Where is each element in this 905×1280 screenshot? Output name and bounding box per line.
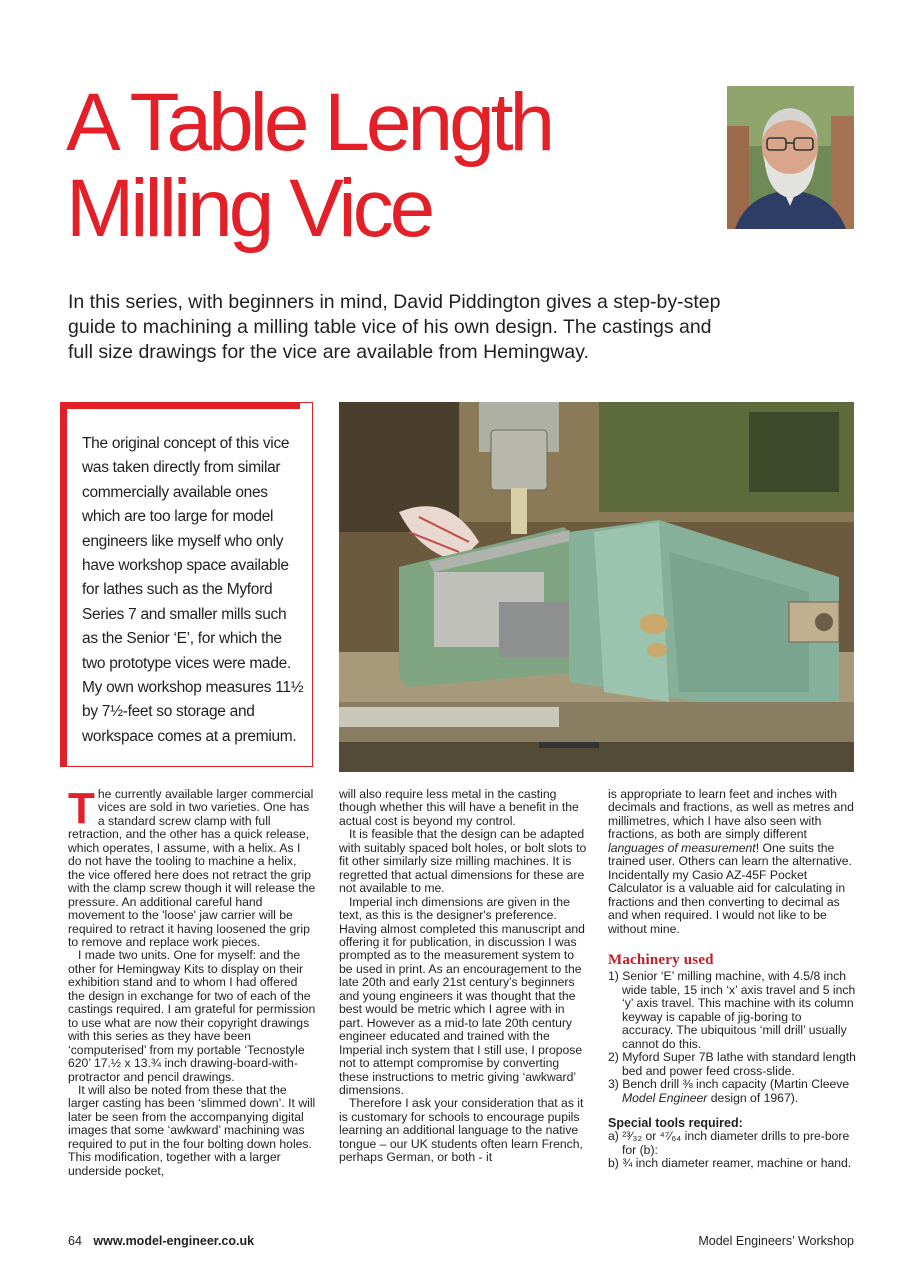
italic-phrase: Model Engineer xyxy=(622,1090,708,1105)
paragraph: Imperial inch dimensions are given in the text, as this is the designer's preference. Having almost completed this manuscript and offering it for publication, in discussion I was prompted as to the measurement system to be used in print. As an encouragement to the late 20th and early 21st century’s beginners and young engineers it was thought that the best would be metric which I agree with in part. However as a mid-to late 20th century engineer educated and trained with the Imperial inch system that I still use, I propose not to attempt compromise by converting these instructions to metric giving ‘awkward’ dimensions. xyxy=(339,894,585,1097)
paragraph-text: is appropriate to learn feet and inches with decimals and fractions, as well as metres and millimetres, which I have also seen with fractions, as both are simply different xyxy=(608,787,854,842)
paragraph: I made two units. One for myself: and the other for Hemingway Kits to display on their exhibition stand and to whom I had offered the design in exchange for two of each of the castings required. I am grateful for permission to use what are now their copyright drawings with this series as they have been ‘computerised’ from my portable ‘Tecnostyle 620’ 17.½ x 13.¾ inch drawing-board-with-protractor and pencil drawings. xyxy=(68,948,316,1084)
body-column-3 xyxy=(608,788,856,1171)
sidebar-accent-left xyxy=(60,402,67,767)
body-column-1 xyxy=(68,784,316,1178)
milling-vice-photo xyxy=(339,402,854,772)
paragraph-text: he currently available larger commercial vices are sold in two varieties. One has a standard screw clamp with full retraction, and the other has a quick release, which operates, I assume, with a helix. As I do not have the tooling to machine a helix, the vice offered here does not retract the grip with the clamp screw though it will release the pressure. An additional careful hand movement to the 'loose' jaw carrier will be required to retract it having loosened the grip to remove and replace work pieces. xyxy=(68,787,316,949)
article-title xyxy=(66,77,706,254)
list-item: 1) Senior ‘E’ milling machine, with 4.5/8 inch wide table, 15 inch ‘x’ axis travel and 5 inch ‘y’ axis travel. This machine with its column keyway is capable of jig-boring to accuracy. The ubiquitous ‘mill drill’ usually cannot do this. xyxy=(608,969,856,1051)
list-item-text: 3) Bench drill ⅜ inch capacity (Martin Cleeve xyxy=(608,1077,850,1092)
sidebar-accent-top xyxy=(60,402,300,409)
body-column-2 xyxy=(339,788,587,1165)
paragraph: It will also be noted from these that the larger casting has been ‘slimmed down’. It will later be seen from the accompanying digital images that some ‘awkward’ machining was required to put in the four bolting down holes. This modification, together with a larger underside pocket, xyxy=(68,1082,316,1178)
paragraph: Therefore I ask your consideration that as it is customary for schools to encourage pupils learning an additional language to the native tongue – our UK students often learn French, perhaps German, or both - it xyxy=(339,1096,584,1165)
paragraph xyxy=(608,788,856,936)
list-item xyxy=(608,1078,856,1105)
special-tools-heading: Special tools required: xyxy=(608,1115,743,1130)
list-item: b) ¾ inch diameter reamer, machine or hand. xyxy=(608,1156,852,1171)
list-item: a) ²³⁄₃₂ or ⁴⁷⁄₆₄ inch diameter drills to pre-bore for (b): xyxy=(608,1129,850,1157)
footer-left xyxy=(68,1234,254,1248)
drop-cap: T xyxy=(68,784,95,833)
machinery-list xyxy=(608,970,856,1105)
list-item-text: design of 1967). xyxy=(707,1090,799,1105)
paragraph: It is feasible that the design can be adapted with suitably spaced bolt holes, or bolt slots to fit other similarly size milling machines. It is regretted that actual dimensions for these are not available to me. xyxy=(339,827,587,896)
website-link[interactable]: www.model-engineer.co.uk xyxy=(93,1234,255,1248)
page-number: 64 xyxy=(68,1234,82,1248)
sidebar-text: The original concept of this vice was taken directly from similar commercially available ones which are too large for model engineers like myself who only have workshop space available for lathes such as the Myford Series 7 and smaller mills such as the Senior ‘E’, for which the two prototype vices were made. My own workshop measures 11½ by 7½-feet so storage and workspace comes at a premium. xyxy=(82,435,304,745)
author-portrait-image xyxy=(727,86,854,229)
special-tools-list xyxy=(608,1130,856,1170)
list-item: 2) Myford Super 7B lathe with standard length bed and power feed cross-slide. xyxy=(608,1050,856,1078)
machinery-heading: Machinery used xyxy=(608,951,714,968)
paragraph-text: ! One suits the trained user. Others can learn the alternative. Incidentally my Casio AZ-45F Pocket Calculator is a valuable aid for calculating in fractions and then converting to decimal as and when required. I would not like to be without mine. xyxy=(608,840,852,936)
italic-phrase: languages of measurement xyxy=(608,840,756,855)
title-line-2: Milling Vice xyxy=(66,163,432,254)
standfirst: In this series, with beginners in mind, David Piddington gives a step-by-step guide to machining a milling table vice of his own design. The castings and full size drawings for the vice are available from Hemingway. xyxy=(68,291,721,363)
magazine-name: Model Engineers’ Workshop xyxy=(698,1234,854,1248)
paragraph xyxy=(68,784,316,949)
paragraph: will also require less metal in the casting though whether this will have a benefit in the actual cost is beyond my control. xyxy=(339,787,579,828)
title-line-1: A Table Length xyxy=(66,77,552,168)
